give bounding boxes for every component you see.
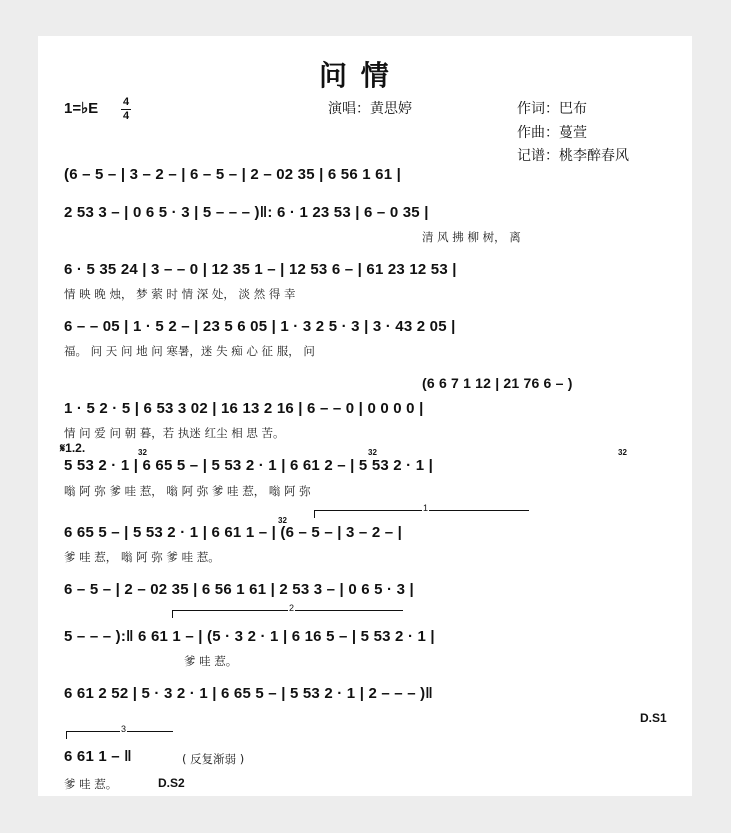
grace-note: 32 <box>138 448 147 457</box>
volta-number: 2 <box>289 603 295 613</box>
score-row-5-notes: 1 · 5 2 · 5 | 6 53 3 02 | 16 13 2 16 | 6 – – 0 | 0 0 0 0 | <box>64 400 424 417</box>
segno-marker: 𝄋1.2. <box>60 441 86 455</box>
volta-number: 1 <box>423 503 429 513</box>
score-row-5-prelude: (6 6 7 1 12 | 21 76 6 – ) <box>422 375 573 391</box>
score-row-9-notes: 5 – – – ):‖ 6 61 1 – | (5 · 3 2 · 1 | 6 16 5 – | 5 53 2 · 1 | <box>64 628 435 645</box>
grace-note: 32 <box>368 448 377 457</box>
volta-bracket-3 <box>66 724 173 739</box>
lyricist-credit: 作词：巴布 <box>517 101 587 117</box>
composer-credit: 作曲：蔓萱 <box>517 125 587 141</box>
score-row-6-notes: 5 53 2 · 1 | 6 65 5 – | 5 53 2 · 1 | 6 61 2 – | 5 53 2 · 1 | <box>64 457 434 474</box>
volta-bracket-1 <box>314 503 529 518</box>
transcriber-credit: 记谱：桃李醉春风 <box>517 148 629 164</box>
score-row-5-lyrics: 情 问 爱 问 朝 暮，若 执迷 红尘 相 思 苦。 <box>64 426 285 440</box>
ds1-mark: D.S1 <box>640 711 667 725</box>
volta-number: 3 <box>121 724 127 734</box>
key-signature: 1=♭E <box>64 100 99 117</box>
ds2-mark: D.S2 <box>158 776 185 790</box>
score-row-4-notes: 6 – – 05 | 1 · 5 2 – | 23 5 6 05 | 1 · 3 2 5 · 3 | 3 · 43 2 05 | <box>64 318 456 335</box>
score-row-10-notes: 6 61 2 52 | 5 · 3 2 · 1 | 6 65 5 – | 5 53 2 · 1 | 2 – – – )‖ <box>64 685 433 702</box>
score-row-7-notes: 6 65 5 – | 5 53 2 · 1 | 6 61 1 – | (6 – 5 – | 3 – 2 – | <box>64 524 403 541</box>
time-denominator: 4 <box>122 110 130 122</box>
singer-credit: 演唱：黄思婷 <box>328 101 412 117</box>
score-row-4-lyrics: 福。 问 天 问 地 问 寒暑，迷 失 痴 心 征 服， 问 <box>64 344 315 358</box>
score-row-3-lyrics: 情 映 晚 烛， 梦 萦 时 情 深 处， 淡 然 得 幸 <box>64 287 296 301</box>
score-row-3-notes: 6 · 5 35 24 | 3 – – 0 | 12 35 1 – | 12 53 6 – | 61 23 12 53 | <box>64 261 457 278</box>
score-row-7-lyrics: 爹 哇 惹， 嗡 阿 弥 爹 哇 惹。 <box>64 550 220 564</box>
score-row-11-lyrics: 爹 哇 惹。 <box>64 777 118 791</box>
score-row-11-notes: 6 61 1 – ‖ <box>64 748 132 765</box>
volta-bracket-2 <box>172 603 403 618</box>
time-signature <box>121 97 131 122</box>
repeat-fade-note: ( 反复渐弱 ) <box>182 752 245 766</box>
score-row-9-lyrics: 爹 哇 惹。 <box>184 654 238 668</box>
score-row-2-notes: 2 53 3 – | 0 6 5 · 3 | 5 – – – )‖: 6 · 1 23 53 | 6 – 0 35 | <box>64 204 429 221</box>
score-row-8-notes: 6 – 5 – | 2 – 02 35 | 6 56 1 61 | 2 53 3 – | 0 6 5 · 3 | <box>64 581 414 598</box>
song-title: 问 情 <box>319 59 391 92</box>
score-page <box>38 36 692 796</box>
time-numerator: 4 <box>122 96 130 108</box>
score-row-6-lyrics: 嗡 阿 弥 爹 哇 惹， 嗡 阿 弥 爹 哇 惹， 嗡 阿 弥 <box>64 484 311 498</box>
score-row-2-lyrics: 清 风 拂 柳 树， 离 <box>422 230 521 244</box>
grace-note: 32 <box>278 516 287 525</box>
score-row-1-notes: (6 – 5 – | 3 – 2 – | 6 – 5 – | 2 – 02 35 | 6 56 1 61 | <box>64 166 402 183</box>
grace-note: 32 <box>618 448 627 457</box>
